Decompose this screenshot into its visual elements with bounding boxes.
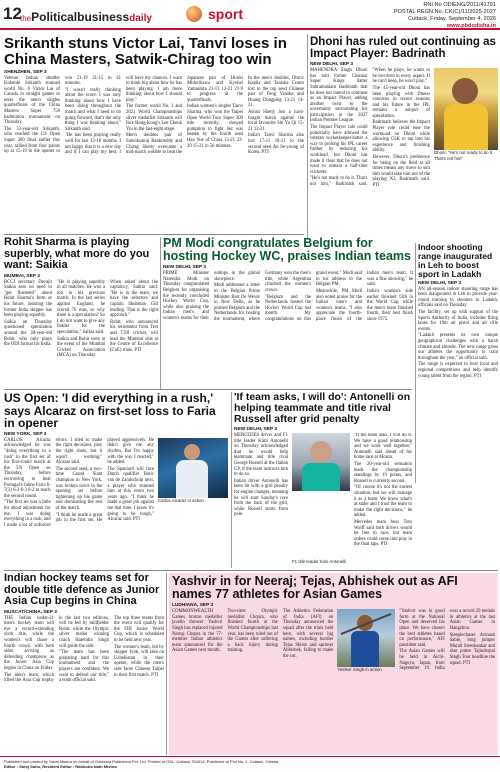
ball-icon <box>186 6 202 22</box>
article-body <box>172 609 333 745</box>
dhoni-photo[interactable] <box>434 68 498 150</box>
paragraph: However, Dhoni's preference for being on the field at all times means any move to suit him would take him out of the playing XI, Badrinath said. PTI <box>372 155 430 188</box>
paragraph: Badrinath believes the Impact Player role could ease the workload on Dhoni while allowing CSK to tap into his experience and finishing ability. <box>372 120 430 154</box>
paragraph: Ayush Shetty lost a hard-fought match against the local favourite Shi Yu Qi 15-21 12-21. <box>248 110 304 132</box>
paragraph: "Of course it's not the easiest situation, but we will manage it as a team. We know what's at stake and I trust the team to make the right decisions," he added. <box>354 485 412 519</box>
paragraph: Two-time Olympic medallist Chopra, who finished fourth at the World Championships last year, has been ruled out of the Games after suffering a back injury during training. <box>227 609 278 654</box>
masthead-meta <box>394 2 496 30</box>
article-body <box>418 287 498 459</box>
article-body <box>163 271 413 387</box>
meta-line: POSTAL REGN.No. CK(C)/11/2025-2027 <box>393 9 496 15</box>
paragraph: Rohit, who announced his retirement from Test and T20I cricket, will lead the Mumbai side at the Centre of Excellence (CoE) trials. PTI <box>110 319 158 353</box>
meta-line: RNI No ODIENG/2011/41791 <box>423 2 496 8</box>
paragraph: The women's team, led by skipper Jyoti, will take on Uzbekistan in their opener, while the men's side faces Chinese Taipei in their first match. PTI <box>114 644 164 678</box>
paragraph: The range is expected to host local and regional competitions and help identify young talent from the region. PTI <box>418 362 498 379</box>
paragraph: India's Tanvi Sharma also lost 17-21 18-21 to the second seed An Se-young of Korea. PTI <box>248 133 304 156</box>
photo-caption: Dhoni: "He's not ready to do it. That's not him" <box>434 150 494 161</box>
headline[interactable]: 'If team asks, I will do': Antonelli on helping teammate and title rival Russell after grid penalty <box>234 392 411 426</box>
brand-prefix: the <box>20 14 32 23</box>
dateline: NEW DELHI, SEP 3 <box>234 427 278 433</box>
headline[interactable]: Rohit Sharma is playing superbly, what more do you want: Saikia <box>4 237 150 272</box>
paragraph: The Impact Player rule could potentially have allowed the veteran wicketkeeper-batter a way to prolong his IPL career further by reducing his workload, but Dhoni has made it clear that he does not want to remain a half-time cricketer. <box>310 125 368 175</box>
dateline: NEW DELHI, SEP 3 <box>310 62 354 68</box>
story-us-open <box>4 392 228 568</box>
antonelli-content <box>234 433 412 564</box>
paragraph: The Athletics Federation of India (AFI) on Thursday announced the squad after the trials held here, with several big names, including hurdler Tejas Shirse and sprinter Abhishek, failing to make the cut. <box>282 609 334 659</box>
brand-logo <box>16 0 152 28</box>
paragraph: "The team has been preparing hard for this tournament and the players are confident. We want to defend our title," a team official said. <box>59 650 109 684</box>
paragraph: The Spaniard will face Dutch qualifier Botic van de Zandschulp next, a player who stunned him at this event two years ago. "I think he made a great job against me that time. I know it's going to be tough," Alcaraz said. PTI <box>107 466 154 523</box>
paragraph: "I wasn't really thinking about the score. I was only thinking about how I have been doing throughout the match and what I need to do going forward, that's the only thing I was thinking about," Srikanth said. <box>65 87 121 132</box>
paragraph: "Ladakh presents its own unique geographical challenges with a harsh climate and altitude. The new range gives our athletes the opportunity to train throughout the year," an official said. <box>418 333 498 361</box>
paragraph: Mercedes team boss Toto Wolff said both drivers would be free to race, but team orders could come into play in the final laps. PTI <box>354 519 412 548</box>
paragraph: The 45-year-old Dhoni has been playing with fitness concerns in recent seasons and his future in the IPL remains a subject of speculation. <box>372 85 430 119</box>
imprint-footer <box>0 756 500 772</box>
dateline: NEW YORK, SEP 3 <box>4 431 47 437</box>
headline[interactable]: Dhoni has ruled out continuing as Impact Player: Badrinath <box>310 36 496 61</box>
paragraph: Saikia on Thursday questioned speculation around the 38-year-old Rohit, who only plays the ODI format for India. <box>4 319 52 348</box>
article-body <box>4 438 154 568</box>
paragraph: "He is playing superbly in all matches. He won a ton in his previous match. In the last series against England, he scored 76 runs, so why there is a speculation? So I do not want to give any fodder for the speculation," Saikia said. <box>57 279 105 335</box>
dhoni-content <box>310 68 498 240</box>
paragraph: Indian women's singles Tanvi Sharma, who won the Taipei Open World Tour Super 300 title recently, showed gumption to fight but was beaten by the fourth seed Han Yue of China 13-21 22-20 15-21 in 56 minutes. <box>187 104 243 149</box>
player-head-shape <box>184 444 200 460</box>
photo-caption: Carlos Alcaraz in action <box>158 497 204 503</box>
paragraph: Modi addressed a letter to the Belgian Prime Minister Bart De Wever in New Delhi, as he praised Belgium and the Netherlands for hosting the tournament, where Germany won the men's title, while Argentina clinched the women's crown. <box>214 271 311 322</box>
horizontal-rule <box>4 234 304 235</box>
photo-caption: F1 title leader Kimi Antonelli <box>292 559 347 565</box>
alcaraz-photo[interactable] <box>158 438 228 498</box>
headline[interactable]: Srikanth stuns Victor Lai, Tanvi loses in China Masters, Satwik-Chirag too win <box>4 36 287 68</box>
brand-suffix: daily <box>129 13 152 24</box>
paragraph: Saikia and Rohit were at the event of the Mumbai Cricket Association (MCA) on Thursday. <box>57 336 105 359</box>
column-divider <box>160 237 161 389</box>
page-number: 12 <box>3 4 22 23</box>
photo-caption: Yashvir Singh in action <box>337 667 382 673</box>
imprint-line: Published and printed by Sarat Mishra on behalf of Golaxara Publishers Pvt. Ltd. Printed at OSL, Cuttack-754014. Published at Plot No. 1, Cuttack, Odisha. <box>4 759 280 764</box>
paragraph: COMMONWEALTH Games bronze medallist javelin thrower Yashvir Singh has replaced injured Neeraj Chopra in the 77-member Indian athletics team announced for the Asian Games next month. <box>172 609 223 654</box>
paragraph: CARLOS Alcaraz acknowledged he was "doing everything in a rush" in the first set of his first-round match at the US Open on Thursday, before recovering to beat Portugal's Jaime Faria 6-7(3) 6-2 6-3 6-2 to reach the second round. <box>4 437 51 499</box>
antonelli-photo[interactable] <box>292 433 350 491</box>
paragraph: "I think he made a great job in the first set. He played aggressively. He didn't give me any rhythm. But I'm happy with the way I reacted," he added. <box>55 437 154 524</box>
paragraph: The former world No. 1 and 2021 World Championships silver medallist Srikanth will face Hong Kong's Lee Cheuk Yiu in the last-eight stage. <box>126 104 182 132</box>
horizontal-rule <box>4 570 498 571</box>
paragraph: When asked about the captaincy, Saikia said: "He is in the team, we have the selectors and captain Shubman Gill leading. That is the right approach." <box>110 279 158 319</box>
headline[interactable]: PM Modi congratulates Belgium for hosting Hockey WC, praises Indian teams <box>163 237 411 264</box>
story-dhoni <box>310 36 498 240</box>
article-body-continued <box>399 609 495 745</box>
headline[interactable]: Indian hockey teams set for double title defence as Junior Asia Cup begins in China <box>4 573 160 608</box>
story-antonelli <box>234 392 412 568</box>
article-body-continued <box>158 503 228 568</box>
section-banner <box>178 0 308 28</box>
horizontal-rule <box>4 389 412 390</box>
paragraph: "Yashvir was in good form at the National Open and deserved his place. We have chosen the best athletes based on performance," AFI president said. <box>399 609 445 648</box>
paragraph: Men's doubles pair of Satwiksairaj Rankireddy and Chirag Shetty overcame a mid-match wobble to beat the Japanese pair of Hiroki Midorikawa and Kyohei Yamashita 21-13 12-21 21-9 to progress in the quarterfinals. <box>126 75 243 156</box>
paragraph: Meanwhile, PM Modi also noted praise for the Indian men's and women's teams. "I also appreciate the fourth-place finish of the Indian men's team. It was a fine showing," he said. <box>316 271 413 322</box>
article-body <box>234 433 288 559</box>
story-yashvir <box>169 573 498 755</box>
paragraph: "The first set was a little bit about adjustment for me. I was doing everything in a rush, and I made a lot of unforced errors. I tried to make the right decisions, play the right shots, but it wasn't working," Alcaraz said. <box>4 437 103 528</box>
dhoni-side <box>434 68 498 240</box>
paragraph: THE Indian under-21 men's hockey team will eye a record-extending sixth title, while the women's will chase a fourth crown, with both sides arriving as defending champions as the Junior Asia Cup begins in China on Friday. <box>4 615 54 671</box>
player-shirt-shape <box>176 460 208 498</box>
paragraph: "If the team asks, I will do it. We have a good relationship and we work well together," Antonelli said ahead of his home race at Monza. <box>354 433 412 461</box>
column-divider <box>166 573 167 755</box>
us-open-content <box>4 438 228 568</box>
paragraph: AN all-season indoor shooting range has been inaugurated in Leh to provide year-round training to shooters in Ladakh, officials said on Thursday. <box>418 286 498 309</box>
story-pm-modi <box>163 237 413 387</box>
paragraph: The facility, set up with support of the Sports Authority of India, includes firing lanes for 10m air pistol and air rifle events. <box>418 310 498 332</box>
brand-name: Politicalbusiness <box>31 10 130 24</box>
paragraph: Italian driver Antonelli has been hit with a grid penalty for engine changes, meaning he will start Sunday's race from the back of the grid, while Russell starts from pole. <box>234 478 288 518</box>
article-body <box>4 280 158 387</box>
story-rohit <box>4 237 158 387</box>
driver-suit-shape <box>302 463 340 491</box>
meta-line: www.pbdodisha.in <box>446 23 496 29</box>
dateline: NEW DELHI, SEP 3 <box>418 280 462 286</box>
dateline: LUDHIANA, SEP 3 <box>172 603 214 609</box>
paragraph: The second seed, a two-time Grand Slam champion in New York, was broken twice in the opening set before tightening up his game and dominating the rest of the match. <box>55 466 103 511</box>
paragraph: The top three teams from the event will qualify for the FIH Junior World Cup, which is scheduled to be held next year. <box>114 615 164 644</box>
headline[interactable]: Yashvir in for Neeraj; Tejas, Abhishek out as AFI names 77 athletes for Asian Games <box>172 574 458 602</box>
dateline: MUMBAI, SEP 3 <box>4 273 40 279</box>
section-label: sport <box>208 6 243 22</box>
column-divider <box>415 243 416 483</box>
athlete-kit-shape <box>351 631 379 667</box>
dateline: SHENZHEN, SEP 3 <box>4 69 47 75</box>
masthead <box>0 0 500 30</box>
alcaraz-side <box>158 438 228 568</box>
meta-line: Cuttack, Friday, September 4, 2026 <box>408 16 496 22</box>
paragraph: MAHENDRA Singh Dhoni has told former Chennai Super Kings batter Subramaniam Badrinath that he does not intend to continue as an Impact Player, adding another twist to the uncertainty surrounding his participation in the 2027 Indian Premier League. <box>310 68 368 124</box>
antonelli-side <box>292 433 412 564</box>
yashvir-content <box>172 609 495 745</box>
paragraph: "He's not ready to do it. That's not him," Badrinath said. "When he plays, he wants to be involved in every aspect. If he can't keep, he won't play." <box>310 68 430 187</box>
story-srikanth <box>4 36 304 232</box>
paragraph: Steeplechaser Avinash Sable, long jumper Murali Sreeshankar and shot putter Tajinderpal Singh Toor headline the squad. PTI <box>449 632 495 666</box>
paragraph: The 20-year-old sensation leads the championship standings by 19 points, and Russell is currently second. <box>354 462 412 484</box>
article-body <box>4 76 304 222</box>
paragraph: MERCEDES driver and F1 title leader Kimi Antonelli on Thursday acknowledged that he would help teammate and title rival George Russell at the Italian GP, if the team instructs him to do so. <box>234 433 288 478</box>
dateline: MUSCAT/CHINA, SEP 3 <box>4 609 57 615</box>
paragraph: PRIME Minister Narendra Modi on Thursday congratulated Belgium for organising the recently concluded Hockey World Cup, while also praising the Indian men's and women's teams for their outings in the global showpiece. <box>163 271 260 321</box>
driver-head-shape <box>310 441 332 463</box>
paragraph: "Belgium and the Netherlands hosted the Hockey World Cup last month. My congratulations on this grand event," Modi said in his address to the Belgian PM. <box>265 271 362 322</box>
paragraph: The men's team, which lifted the Asia Cup trophy in the last two editions, will be led by midfielder Rohit, while the Olympic silver medal winning coach Harendra Singh will guide the side. <box>4 615 109 684</box>
paragraph: The 33-year-old Srikanth, who reached the US Open Super 300 final earlier this year, rallied from four points up at 15-19 in the opener to win 21-19 21-15 in 41 minutes. <box>4 75 121 155</box>
paragraph: "He has been playing really well for last 12-18 months. I am happy that it is a new day and if I can play my best, I will have my chances. I want to think big about how he has been playing. I am more thinking about how I should play." <box>65 75 182 156</box>
paragraph: BCCI secretary Devajit Saikia sees no need to "get flustered" about Rohit Sharma's form or his future, insisting the former India skipper has been playing superbly. <box>4 279 52 319</box>
article-body-continued <box>354 433 412 559</box>
article-body <box>4 616 164 746</box>
jersey-shape <box>444 104 488 150</box>
column-divider <box>307 34 308 240</box>
article-body <box>310 68 430 240</box>
imprint-line: Editor : Saroj Sahu, Resident Editor : Rabindra Nath Mishra <box>4 764 117 769</box>
story-junior-hockey <box>4 573 164 755</box>
story-indoor-shooting <box>418 243 498 483</box>
column-divider <box>231 392 232 568</box>
yashvir-side <box>337 609 395 745</box>
headline[interactable]: Indoor shooting range inaugurated in Leh to boost sport in Ladakh <box>418 243 493 279</box>
face-shape <box>452 78 478 104</box>
yashvir-photo[interactable] <box>337 609 395 667</box>
paragraph: In the men's doubles, Dhruv Kapila and Tanisha Crasto lost to the top seed Chinese pair of Feng Yanzhe and Huang Dongping 13-21 14-21. <box>248 75 304 109</box>
paragraph: India's women's side earlier finished 13th in the World Cup, while the men's team finished fourth, their best finish since 1975. <box>367 289 413 322</box>
dateline: NEW DELHI, SEP 3 <box>163 265 207 271</box>
headline[interactable]: US Open: 'I did everything in a rush,' says Alcaraz on first-set loss to Faria in opener <box>4 392 216 431</box>
paragraph: Veteran Indian shuttler Kidambi Srikanth stunned world No. 8 Victor Lai of Canada in straight games to enter the men's singles quarterfinals of the China Masters Super 750 badminton tournament on Thursday. <box>4 75 60 126</box>
paragraph: The Asian Games will be held in Aichi-Nagoya, Japan, from September 19. India won a record 29 medals in athletics at the last Asian Games in Hangzhou. <box>399 609 495 672</box>
